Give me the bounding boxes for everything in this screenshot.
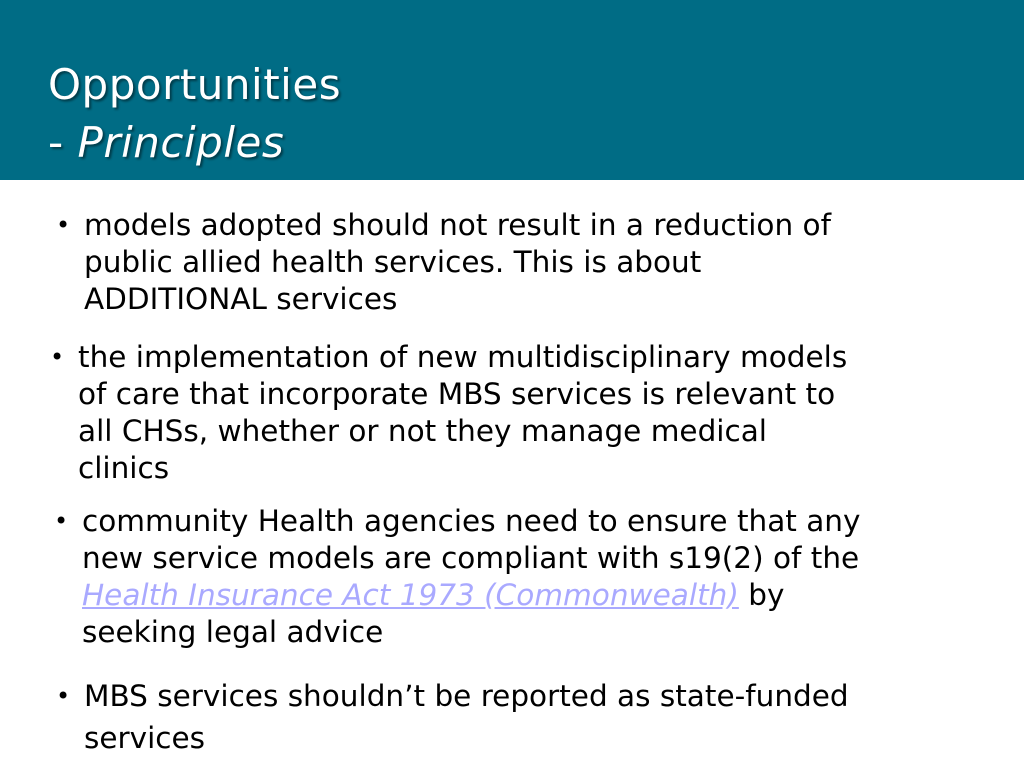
- bullet-4-line-1: MBS services shouldn’t be reported as state-funded: [84, 679, 849, 713]
- bullet-3-line-3: [82, 577, 860, 614]
- bullet-2-line-3: all CHSs, whether or not they manage medical: [78, 414, 768, 448]
- bullet-2-line-4: clinics: [78, 451, 170, 485]
- slide-title: [48, 56, 341, 172]
- bullet-3-line-1: community Health agencies need to ensure that any: [82, 504, 861, 538]
- title-banner: [0, 0, 1024, 180]
- bullet-1-line-2: public allied health services. This is about: [84, 245, 702, 279]
- bullet-text-4: [84, 675, 849, 759]
- bullet-2-line-1: the implementation of new multidisciplinary models: [78, 340, 848, 374]
- bullet-item-2: [46, 339, 847, 487]
- bullet-dot-icon: •: [56, 682, 71, 710]
- bullet-item-4: [52, 675, 849, 759]
- bullet-item-3: [50, 503, 860, 651]
- title-principles: Principles: [77, 118, 285, 167]
- title-dash: -: [48, 118, 78, 167]
- title-line-opportunities: Opportunities: [48, 60, 342, 109]
- bullet-2-line-2: of care that incorporate MBS services is relevant to: [78, 377, 836, 411]
- bullet-1-line-3: ADDITIONAL services: [84, 282, 398, 316]
- bullet-4-line-2: services: [84, 721, 206, 755]
- bullet-text-2: [78, 339, 847, 487]
- bullet-3-after-link: by: [738, 578, 785, 612]
- bullet-text-3: [82, 503, 860, 651]
- health-insurance-act-link[interactable]: Health Insurance Act 1973 (Commonwealth): [82, 578, 739, 612]
- bullet-dot-icon: •: [50, 343, 65, 371]
- bullet-3-line-4: seeking legal advice: [82, 615, 384, 649]
- bullet-text-1: [84, 207, 831, 318]
- bullet-item-1: [52, 207, 831, 318]
- bullet-dot-icon: •: [56, 211, 71, 239]
- title-line-principles: [48, 114, 341, 172]
- bullet-3-line-2: new service models are compliant with s19(2) of the: [82, 541, 860, 575]
- bullet-1-line-1: models adopted should not result in a reduction of: [84, 208, 831, 242]
- bullet-dot-icon: •: [54, 507, 69, 535]
